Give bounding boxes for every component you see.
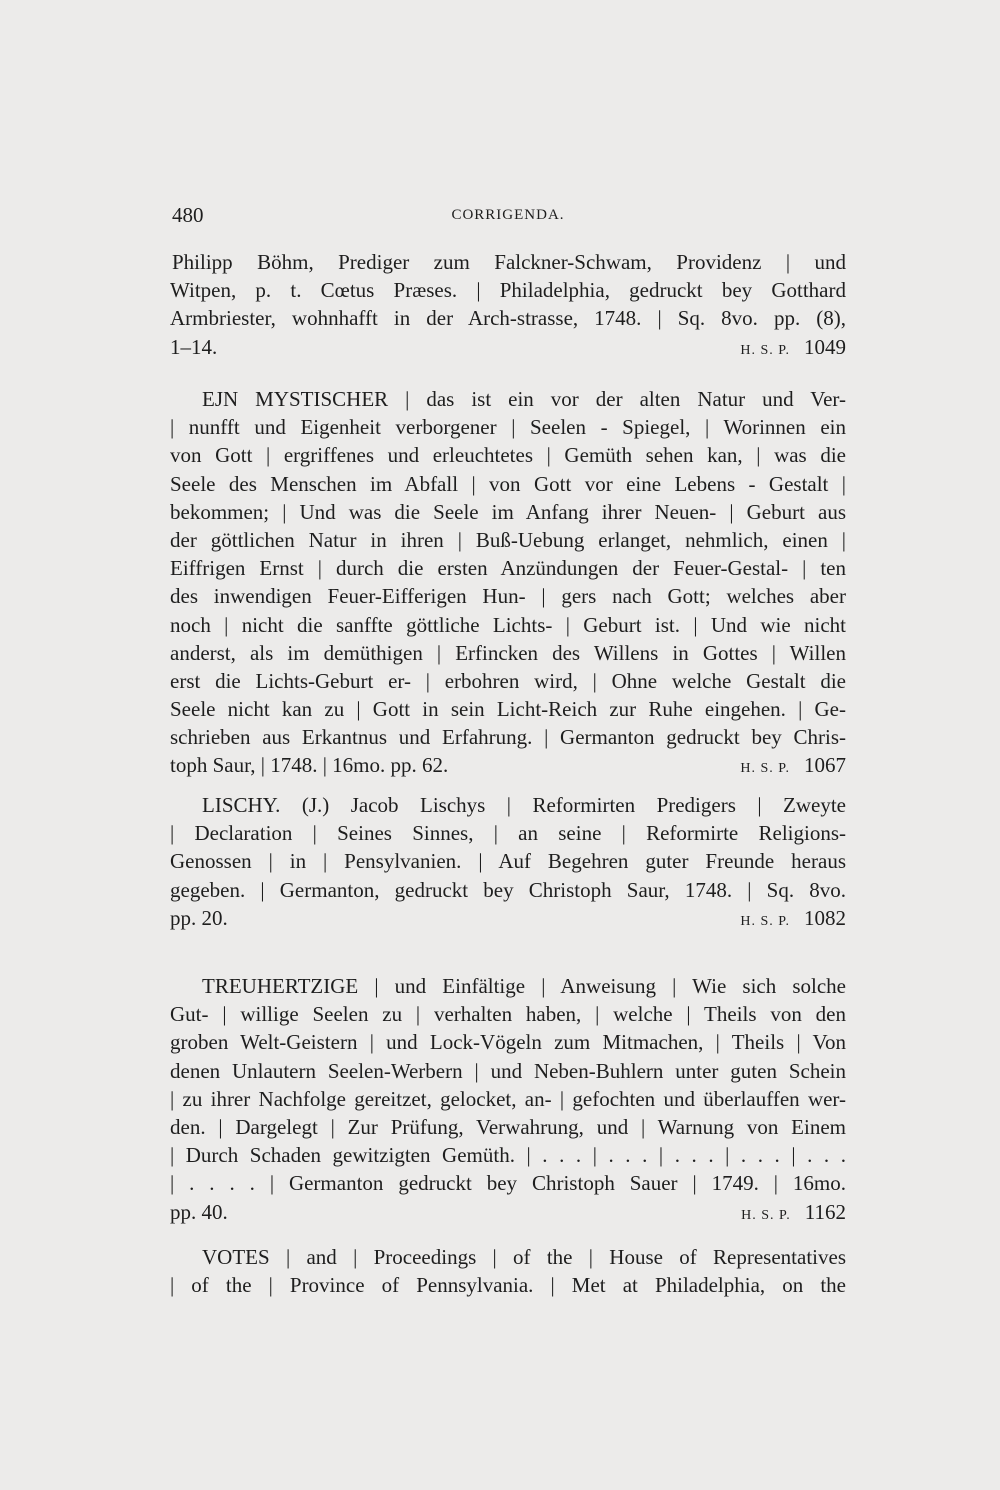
reference-number: 1049 (804, 334, 846, 359)
library-reference (740, 904, 846, 936)
entry-line-text: pp. 20. (170, 905, 228, 930)
bibliography-entry-treuhertzige (170, 972, 846, 1226)
entry-line: VOTES | and | Proceedings | of the | House of Representatives (202, 1245, 846, 1269)
entry-line: bekommen; | Und was die Seele im Anfang ihrer Neuen- | Geburt aus (170, 499, 846, 524)
entry-line-final (170, 333, 846, 361)
library-code: H. S. P. (741, 1207, 791, 1223)
entry-line: | nunfft und Eigenheit verborgener | Seelen - Spiegel, | Worinnen ein (170, 415, 846, 440)
entry-line-text: toph Saur, | 1748. | 16mo. pp. 62. (170, 753, 449, 778)
entry-line: | . . . . | Germanton gedruckt bey Christoph Sauer | 1749. | 16mo. (170, 1171, 846, 1196)
entry-line: Genossen | in | Pensylvanien. | Auf Begehren guter Freunde heraus (170, 849, 846, 874)
entry-line: gegeben. | Germanton, gedruckt bey Christoph Saur, 1748. | Sq. 8vo. (170, 877, 846, 902)
entry-line-text: pp. 40. (170, 1199, 228, 1224)
entry-line: der göttlichen Natur in ihren | Buß-Uebung erlanget, nehmlich, einen | (170, 527, 846, 552)
entry-line: denen Unlautern Seelen-Werbern | und Neben-Buhlern unter guten Schein (170, 1058, 846, 1083)
library-reference (740, 751, 846, 783)
entry-line: schrieben aus Erkantnus und Erfahrung. | Germanton gedruckt bey Chris- (170, 725, 846, 750)
entry-line: anderst, als im demüthigen | Erfincken des Willens in Gottes | Willen (170, 640, 846, 665)
entry-line: | Declaration | Seines Sinnes, | an seine | Reformirte Religions- (170, 821, 846, 846)
entry-line: Witpen, p. t. Cœtus Præses. | Philadelphia, gedruckt bey Gotthard (170, 278, 846, 303)
entry-line-final (170, 1198, 846, 1226)
entry-line: LISCHY. (J.) Jacob Lischys | Reformirten Predigers | Zweyte (202, 793, 846, 817)
entry-line-text: 1–14. (170, 334, 218, 359)
entry-line: Seele nicht kan zu | Gott in sein Licht-Reich zur Ruhe eingehen. | Ge- (170, 697, 846, 722)
page-number: 480 (172, 203, 204, 227)
running-head (170, 203, 846, 233)
entry-line: von Gott | ergriffenes und erleuchtetes | Gemüth sehen kan, | was die (170, 443, 846, 468)
bibliography-entry-lischy (170, 791, 846, 932)
entry-line: | zu ihrer Nachfolge gereitzet, gelocket, an- | gefochten und überlauffen wer- (170, 1086, 846, 1111)
bibliography-entry-bohm (170, 248, 846, 361)
reference-number: 1067 (804, 753, 846, 778)
entry-line-final (170, 751, 846, 779)
entry-line: groben Welt-Geistern | und Lock-Vögeln zum Mitmachen, | Theils | Von (170, 1030, 846, 1055)
entry-line-final (170, 904, 846, 932)
entry-line: Gut- | willige Seelen zu | verhalten haben, | welche | Theils von den (170, 1002, 846, 1027)
entry-line: TREUHERTZIGE | und Einfältige | Anweisung | Wie sich solche (202, 974, 846, 998)
entry-line: Eiffrigen Ernst | durch die ersten Anzündungen der Feuer-Gestal- | ten (170, 556, 846, 581)
entry-line: Seele des Menschen im Abfall | von Gott vor eine Lebens - Gestalt | (170, 471, 846, 496)
entry-line: noch | nicht die sanffte göttliche Lichts- | Geburt ist. | Und wie nicht (170, 612, 846, 637)
entry-line: Philipp Böhm, Prediger zum Falckner-Schwam, Providenz | und (172, 250, 846, 274)
entry-line: Armbriester, wohnhafft in der Arch-strasse, 1748. | Sq. 8vo. pp. (8), (170, 306, 846, 331)
reference-number: 1082 (804, 905, 846, 930)
library-code: H. S. P. (740, 761, 790, 777)
library-code: H. S. P. (740, 913, 790, 929)
reference-number: 1162 (804, 1199, 846, 1224)
running-title: CORRIGENDA. (451, 207, 565, 223)
entry-line: EJN MYSTISCHER | das ist ein vor der alten Natur und Ver- (202, 387, 846, 411)
entry-line: | Durch Schaden gewitzigten Gemüth. | . . . | . . . | . . . | . . . | . . . (170, 1143, 846, 1168)
bibliography-entry-votes (170, 1243, 846, 1299)
library-code: H. S. P. (740, 342, 790, 358)
bibliography-entry-mystischer (170, 385, 846, 780)
entry-line: erst die Lichts-Geburt er- | erbohren wird, | Ohne welche Gestalt die (170, 668, 846, 693)
library-reference (741, 1198, 846, 1230)
entry-line: den. | Dargelegt | Zur Prüfung, Verwahrung, und | Warnung von Einem (170, 1114, 846, 1139)
library-reference (740, 333, 846, 365)
entry-line: des inwendigen Feuer-Eifferigen Hun- | gers nach Gott; welches aber (170, 584, 846, 609)
entry-line: | of the | Province of Pennsylvania. | Met at Philadelphia, on the (170, 1273, 846, 1298)
